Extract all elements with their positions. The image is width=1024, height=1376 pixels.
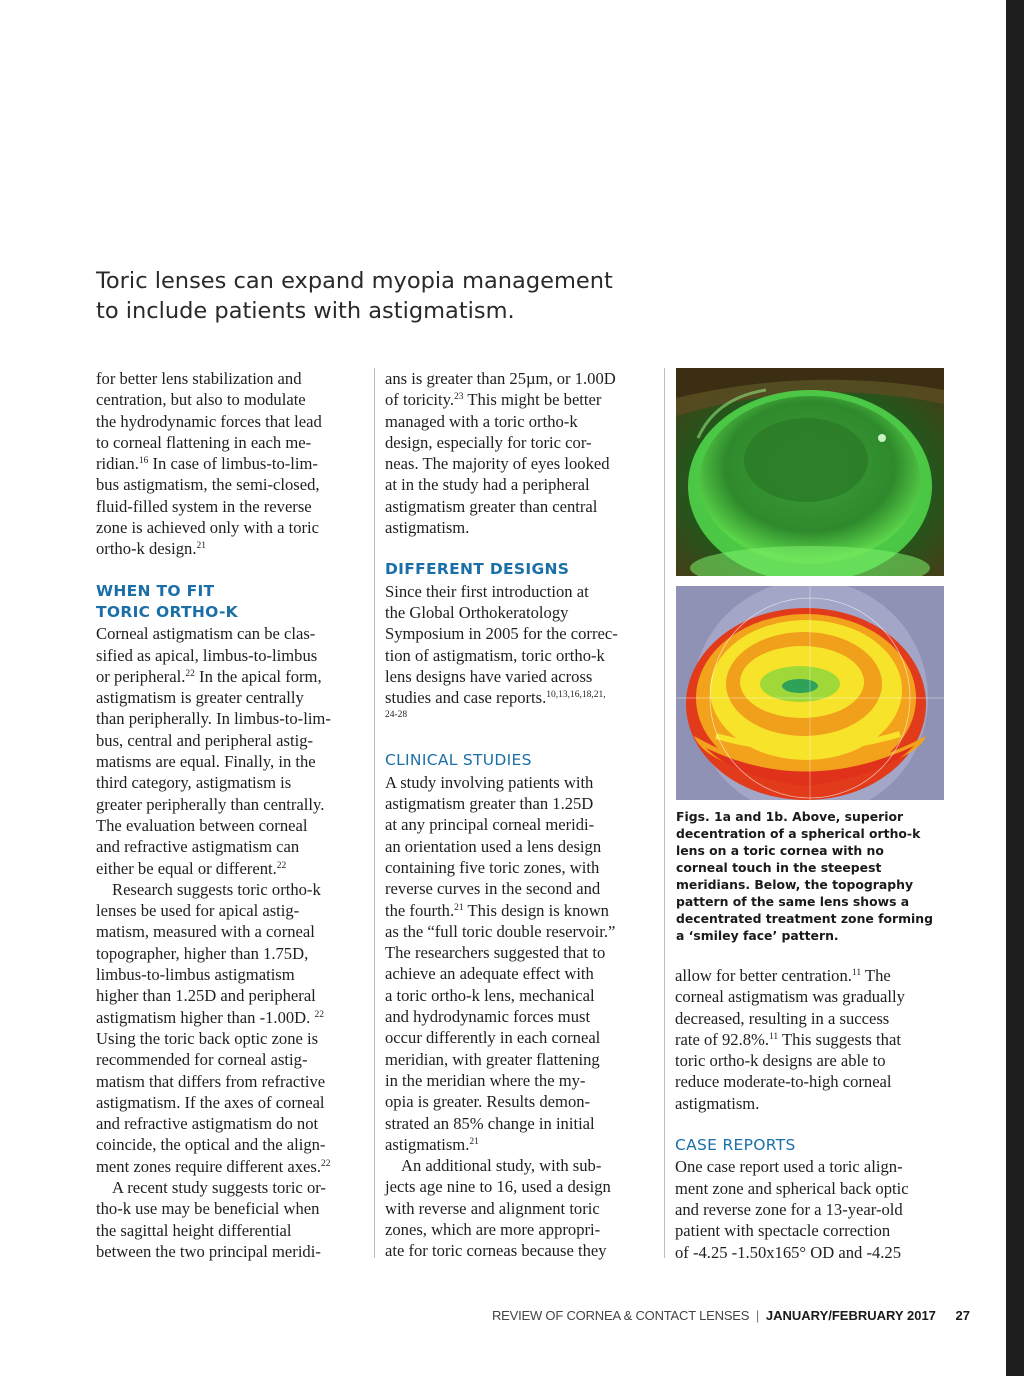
text-run: astigmatism.	[385, 1134, 470, 1154]
text-line: sified as apical, limbus-to-limbus	[96, 645, 318, 665]
text-line: Since their first introduction at	[385, 581, 589, 601]
text-line: coincide, the optical and the align-	[96, 1135, 326, 1155]
text-line: reduce moderate-to-high corneal	[675, 1072, 892, 1092]
text-run: the fourth.	[385, 900, 455, 920]
text-line: fluid-filled system in the reverse	[96, 496, 312, 516]
text-line	[385, 389, 655, 410]
text-run: either be equal or different.	[96, 858, 277, 878]
text-run: This might be better	[463, 390, 602, 410]
text-line: and refractive astigmatism can	[96, 837, 300, 857]
text-line	[385, 687, 655, 708]
text-line: the hydrodynamic forces that lead	[96, 411, 322, 431]
text-line: tho-k use may be beneficial when	[96, 1199, 320, 1219]
text-line: between the two principal meridi-	[96, 1241, 321, 1261]
text-line: The researchers suggested that to	[385, 943, 606, 963]
text-run: allow for better centration.	[675, 966, 852, 985]
text-line: corneal astigmatism was gradually	[675, 987, 905, 1007]
text-line: the sagittal height differential	[96, 1220, 292, 1240]
caption-line: meridians. Below, the topography	[676, 877, 914, 892]
text-run: This suggests that	[778, 1029, 901, 1049]
text-line: Using the toric back optic zone is	[96, 1028, 319, 1048]
page-number: 27	[955, 1308, 970, 1323]
citation-superscript: 16	[138, 456, 149, 467]
text-line: at any principal corneal meridi-	[385, 815, 595, 835]
citation-superscript: 22	[276, 860, 287, 871]
text-line: bus, central and peripheral astig-	[96, 730, 314, 750]
paragraph	[385, 1155, 655, 1261]
text-line: astigmatism greater than central	[385, 496, 598, 516]
section-heading: WHEN TO FIT	[96, 581, 215, 600]
text-line: opia is greater. Results demon-	[385, 1092, 591, 1112]
figure-caption	[676, 808, 944, 944]
paragraph	[96, 1177, 364, 1262]
text-line: in the meridian where the my-	[385, 1070, 586, 1090]
text-line: matisms are equal. Finally, in the	[96, 752, 316, 772]
text-line: lens designs have varied across	[385, 666, 593, 686]
text-line: and reverse zone for a 13-year-old	[675, 1199, 903, 1219]
citation-superscript: 22	[185, 668, 195, 679]
text-line	[385, 1134, 655, 1155]
text-run: ortho-k design.	[96, 539, 197, 559]
text-line: the Global Orthokeratology	[385, 602, 569, 622]
text-line: toric ortho-k designs are able to	[675, 1051, 886, 1071]
article-column-1	[96, 368, 364, 1262]
text-line: and refractive astigmatism do not	[96, 1114, 319, 1134]
text-line: design, especially for toric cor-	[385, 432, 592, 452]
page-edge-bar	[1006, 0, 1024, 1376]
caption-line: corneal touch in the steepest	[676, 860, 882, 875]
text-line: containing five toric zones, with	[385, 857, 600, 877]
text-line: ment zone and spherical back optic	[675, 1178, 909, 1198]
text-run: ment zones require different axes.	[96, 1156, 321, 1176]
caption-line: decentrated treatment zone forming	[676, 911, 933, 926]
text-line: jects age nine to 16, used a design	[385, 1177, 611, 1197]
text-line: greater peripherally than centrally.	[96, 794, 325, 814]
column-divider	[664, 368, 665, 1258]
text-line: achieve an adequate effect with	[385, 964, 594, 984]
text-line: as the “full toric double reservoir.”	[385, 921, 616, 941]
text-line: decreased, resulting in a success	[675, 1008, 890, 1028]
caption-line: pattern of the same lens shows a	[676, 894, 910, 909]
figure-1b-topography-map	[676, 586, 944, 800]
pull-quote-line: to include patients with astigmatism.	[96, 298, 515, 324]
pull-quote	[96, 266, 696, 326]
section-heading: TORIC ORTHO-K	[96, 602, 238, 621]
fluorescein-eye-illustration	[676, 368, 944, 576]
paragraph	[96, 623, 364, 879]
text-run: rate of 92.8%.	[675, 1029, 769, 1049]
text-line: tion of astigmatism, toric ortho-k	[385, 645, 605, 665]
article-column-3	[675, 965, 945, 1263]
text-line: matism that differs from refractive	[96, 1071, 326, 1091]
text-run: studies and case reports.	[385, 688, 547, 708]
text-line: reverse curves in the second and	[385, 879, 601, 899]
text-line: One case report used a toric align-	[675, 1157, 903, 1177]
text-line	[96, 858, 364, 879]
text-line: a toric ortho-k lens, mechanical	[385, 985, 595, 1005]
issue-date: JANUARY/FEBRUARY 2017	[765, 1308, 936, 1323]
text-line: to corneal flattening in each me-	[96, 432, 312, 452]
text-run: In case of limbus-to-lim-	[148, 454, 318, 474]
text-line: strated an 85% change in initial	[385, 1113, 595, 1133]
text-line: bus astigmatism, the semi-closed,	[96, 475, 320, 495]
citation-superscript: 21	[196, 541, 206, 552]
text-line: matism, measured with a corneal	[96, 922, 315, 942]
pull-quote-line: Toric lenses can expand myopia management	[96, 268, 613, 294]
text-line: an orientation used a lens design	[385, 836, 602, 856]
paragraph	[675, 965, 945, 1114]
text-line: at in the study had a peripheral	[385, 475, 590, 495]
figure-1a-fluorescein-image	[676, 368, 944, 576]
caption-line: a ‘smiley face’ pattern.	[676, 928, 839, 943]
citation-superscript: 11	[769, 1031, 779, 1042]
article-column-2	[385, 368, 655, 1262]
citation-superscript: 23	[453, 392, 464, 403]
text-line: of -4.25 -1.50x165° OD and -4.25	[675, 1242, 902, 1262]
paragraph	[385, 368, 655, 538]
text-run: ridian.	[96, 454, 139, 474]
text-line: The evaluation between corneal	[96, 815, 308, 835]
text-line: occur differently in each corneal	[385, 1028, 601, 1048]
text-run: of toricity.	[385, 390, 454, 410]
citation-superscript: 21	[454, 902, 464, 913]
text-line: 24-28	[385, 710, 408, 721]
text-line: astigmatism.	[385, 518, 470, 538]
text-line: neas. The majority of eyes looked	[385, 454, 610, 474]
citation-superscript: 22	[321, 1158, 331, 1169]
text-line	[96, 666, 364, 687]
text-line: ans is greater than 25µm, or 1.00D	[385, 369, 616, 388]
section-heading: CASE REPORTS	[675, 1136, 796, 1155]
paragraph	[385, 581, 655, 723]
text-line	[96, 453, 364, 474]
citation-superscript: 21	[469, 1136, 479, 1147]
column-divider	[374, 368, 375, 1258]
corneal-topography-illustration	[676, 586, 944, 800]
paragraph	[96, 368, 364, 560]
text-run: or peripheral.	[96, 666, 186, 686]
paragraph	[385, 772, 655, 1155]
text-line	[675, 965, 945, 986]
text-line: higher than 1.25D and peripheral	[96, 986, 316, 1006]
caption-line: decentration of a spherical ortho-k	[676, 826, 921, 841]
citation-superscript: 10,13,16,18,21,	[546, 690, 606, 701]
text-line: for better lens stabilization and	[96, 369, 302, 388]
text-line: centration, but also to modulate	[96, 390, 306, 410]
caption-line: Figs. 1a and 1b. Above, superior	[676, 809, 904, 824]
section-heading: CLINICAL STUDIES	[385, 751, 532, 770]
text-line: A recent study suggests toric or-	[112, 1177, 326, 1197]
caption-line: lens on a toric cornea with no	[676, 843, 884, 858]
text-line: with reverse and alignment toric	[385, 1198, 600, 1218]
section-heading: DIFFERENT DESIGNS	[385, 560, 570, 579]
paragraph	[96, 879, 364, 1177]
text-line: meridian, with greater flattening	[385, 1049, 600, 1069]
page-footer	[492, 1308, 970, 1323]
text-line: third category, astigmatism is	[96, 773, 292, 793]
text-line: and hydrodynamic forces must	[385, 1007, 591, 1027]
text-line: Research suggests toric ortho-k	[112, 879, 321, 899]
text-line	[675, 1029, 945, 1050]
text-line: astigmatism.	[675, 1093, 760, 1113]
text-line: patient with spectacle correction	[675, 1221, 891, 1241]
text-line	[385, 900, 655, 921]
text-line	[96, 1156, 364, 1177]
text-line: A study involving patients with	[385, 772, 594, 792]
text-line: limbus-to-limbus astigmatism	[96, 965, 295, 985]
text-line: topographer, higher than 1.75D,	[96, 943, 309, 963]
footer-separator: |	[755, 1308, 760, 1323]
text-line: astigmatism greater than 1.25D	[385, 794, 594, 814]
text-run: In the apical form,	[194, 666, 322, 686]
text-line	[96, 538, 364, 559]
text-line: than peripherally. In limbus-to-lim-	[96, 709, 331, 729]
text-run: astigmatism higher than -1.00D.	[96, 1007, 311, 1027]
citation-superscript: 11	[851, 968, 862, 978]
text-line: Symposium in 2005 for the correc-	[385, 624, 618, 644]
text-line: zones, which are more appropri-	[385, 1219, 601, 1239]
text-line	[96, 1007, 364, 1028]
text-line: recommended for corneal astig-	[96, 1050, 308, 1070]
text-run: This design is known	[463, 900, 609, 920]
paragraph	[675, 1156, 945, 1262]
text-line: ate for toric corneas because they	[385, 1241, 607, 1261]
text-line: astigmatism. If the axes of corneal	[96, 1092, 325, 1112]
citation-superscript: 22	[314, 1009, 324, 1020]
text-line: managed with a toric ortho-k	[385, 411, 578, 431]
text-line: zone is achieved only with a toric	[96, 518, 320, 538]
text-line: astigmatism is greater centrally	[96, 688, 304, 708]
text-line: lenses be used for apical astig-	[96, 901, 300, 921]
text-line: An additional study, with sub-	[401, 1156, 602, 1176]
text-run: The	[861, 966, 891, 985]
publication-name: REVIEW OF CORNEA & CONTACT LENSES	[491, 1308, 750, 1323]
text-line: Corneal astigmatism can be clas-	[96, 624, 316, 644]
